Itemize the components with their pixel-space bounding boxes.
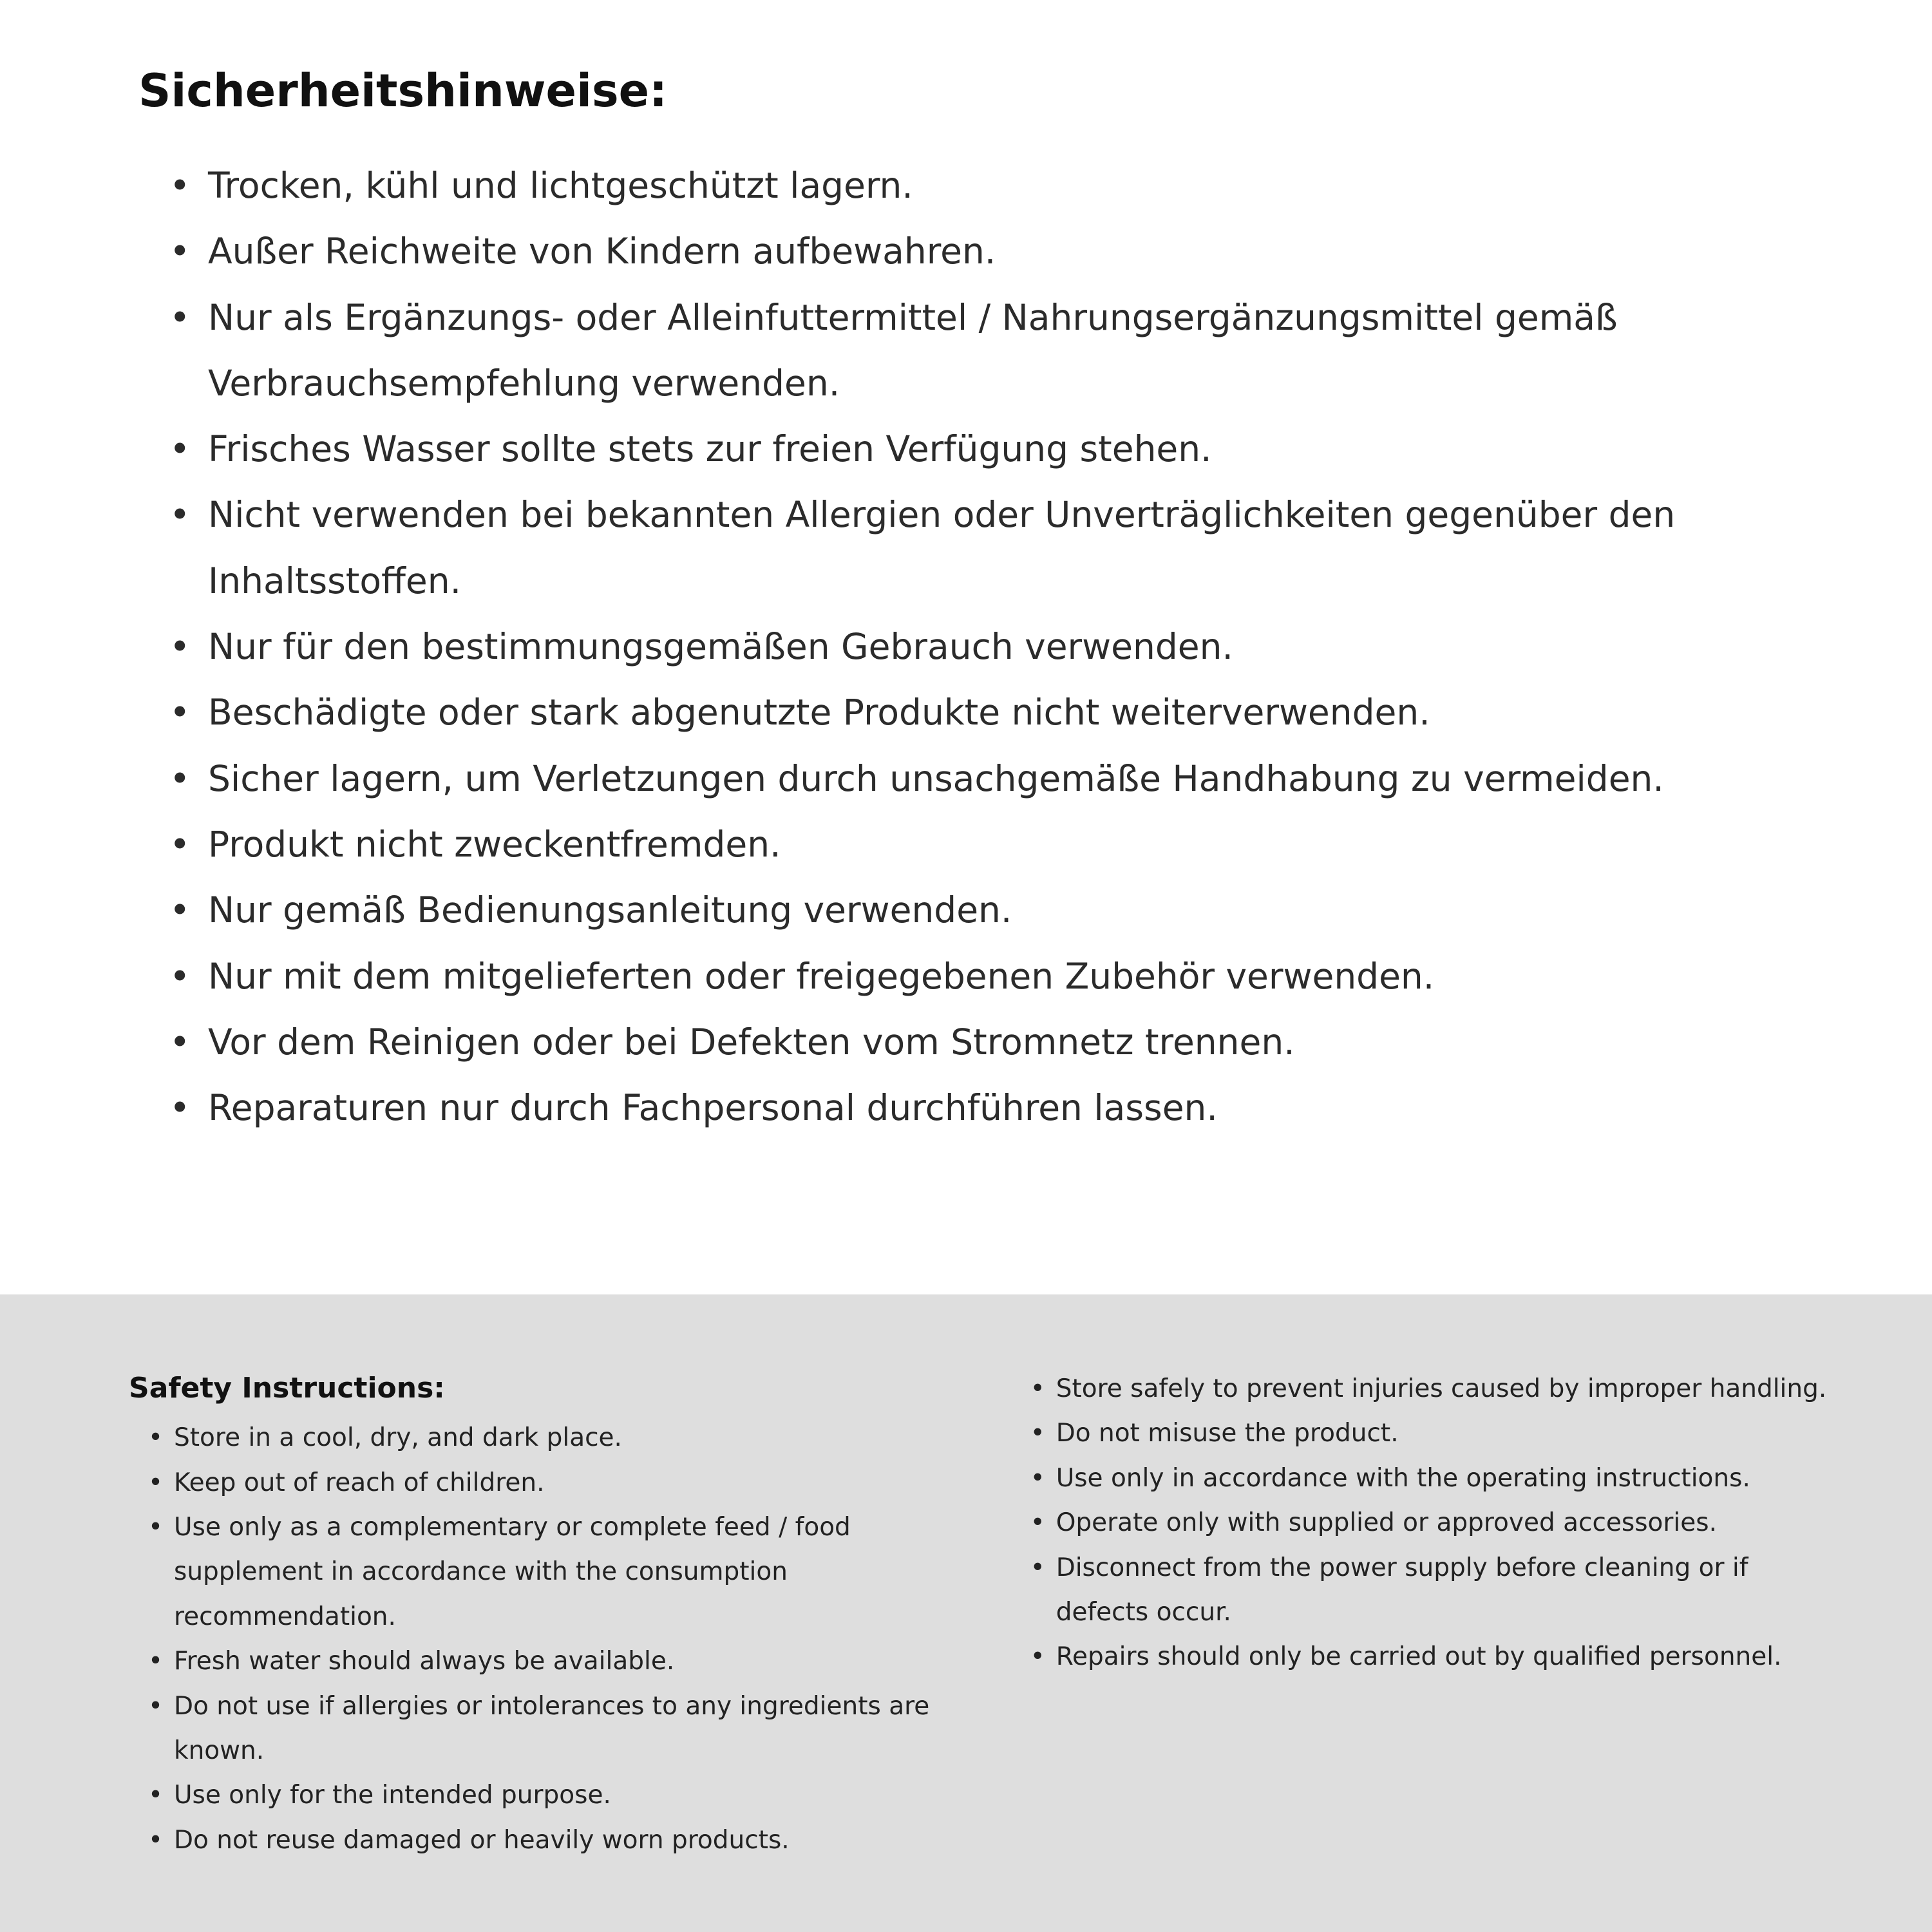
bullet-marker: • bbox=[1030, 1642, 1045, 1672]
english-heading: Safety Instructions: bbox=[129, 1372, 445, 1405]
english-safety-item bbox=[148, 1773, 985, 1817]
english-safety-item-text: Store safely to prevent injuries caused by improper handling. bbox=[1056, 1374, 1827, 1403]
german-safety-item-text: Sicher lagern, um Verletzungen durch unsachgemäße Handhabung zu vermeiden. bbox=[208, 757, 1664, 799]
german-safety-item-text: Nur für den bestimmungsgemäßen Gebrauch verwenden. bbox=[208, 626, 1233, 668]
german-safety-list bbox=[138, 153, 1761, 1141]
german-safety-item bbox=[169, 416, 1761, 482]
bullet-marker: • bbox=[169, 428, 191, 470]
german-safety-item bbox=[169, 482, 1761, 614]
bullet-marker: • bbox=[1030, 1463, 1045, 1493]
bullet-marker: • bbox=[1030, 1553, 1045, 1582]
german-safety-item-text: Vor dem Reinigen oder bei Defekten vom Stromnetz trennen. bbox=[208, 1021, 1295, 1063]
bullet-marker: • bbox=[169, 626, 191, 668]
english-safety-item bbox=[148, 1416, 985, 1460]
english-left-column bbox=[129, 1367, 985, 1862]
bullet-marker: • bbox=[148, 1691, 164, 1721]
bullet-marker: • bbox=[169, 1087, 191, 1129]
german-safety-item-text: Nur gemäß Bedienungsanleitung verwenden. bbox=[208, 889, 1012, 931]
german-heading: Sicherheitshinweise: bbox=[138, 64, 668, 117]
german-safety-item bbox=[169, 1009, 1761, 1075]
german-safety-item-text: Nur als Ergänzungs- oder Alleinfuttermittel / Nahrungsergänzungsmittel gemäß Verbrauchsempfehlung verwenden. bbox=[208, 296, 1618, 404]
german-safety-item-text: Produkt nicht zweckentfremden. bbox=[208, 823, 781, 865]
german-safety-item bbox=[169, 811, 1761, 877]
bullet-marker: • bbox=[169, 231, 191, 272]
english-safety-item bbox=[148, 1639, 985, 1683]
bullet-marker: • bbox=[169, 889, 191, 931]
english-safety-item bbox=[1030, 1634, 1835, 1679]
english-safety-item-text: Disconnect from the power supply before cleaning or if defects occur. bbox=[1056, 1553, 1748, 1627]
german-safety-item-text: Reparaturen nur durch Fachpersonal durchführen lassen. bbox=[208, 1087, 1218, 1129]
german-safety-item-text: Frisches Wasser sollte stets zur freien Verfügung stehen. bbox=[208, 428, 1212, 470]
english-safety-item-text: Do not misuse the product. bbox=[1056, 1419, 1399, 1448]
english-safety-item-text: Store in a cool, dry, and dark place. bbox=[174, 1423, 622, 1453]
bullet-marker: • bbox=[1030, 1374, 1045, 1403]
german-safety-item bbox=[169, 614, 1761, 679]
german-safety-item bbox=[169, 153, 1761, 218]
german-safety-item-text: Nicht verwenden bei bekannten Allergien oder Unverträglichkeiten gegenüber den Inhaltsstoffen. bbox=[208, 494, 1676, 601]
bullet-marker: • bbox=[169, 494, 191, 536]
english-safety-item bbox=[1030, 1546, 1835, 1635]
english-safety-item bbox=[1030, 1411, 1835, 1455]
bullet-marker: • bbox=[169, 955, 191, 997]
english-safety-item-text: Do not reuse damaged or heavily worn products. bbox=[174, 1825, 790, 1855]
bullet-marker: • bbox=[148, 1513, 164, 1542]
english-safety-item-text: Do not use if allergies or intolerances to any ingredients are known. bbox=[174, 1691, 930, 1766]
english-safety-item bbox=[1030, 1456, 1835, 1501]
bullet-marker: • bbox=[169, 1021, 191, 1063]
english-safety-item bbox=[148, 1461, 985, 1505]
bullet-marker: • bbox=[148, 1825, 164, 1855]
english-safety-item bbox=[148, 1505, 985, 1639]
bullet-marker: • bbox=[1030, 1419, 1045, 1448]
german-safety-item bbox=[169, 943, 1761, 1009]
bullet-marker: • bbox=[169, 692, 191, 734]
german-safety-item bbox=[169, 218, 1761, 284]
bullet-marker: • bbox=[148, 1781, 164, 1810]
english-safety-item-text: Keep out of reach of children. bbox=[174, 1468, 545, 1497]
english-safety-item-text: Fresh water should always be available. bbox=[174, 1647, 675, 1676]
english-safety-list-right bbox=[1030, 1367, 1835, 1680]
english-safety-item-text: Use only as a complementary or complete feed / food supplement in accordance with the consumption recommendation. bbox=[174, 1513, 851, 1631]
english-right-column bbox=[1030, 1367, 1835, 1680]
english-safety-item bbox=[1030, 1501, 1835, 1545]
bullet-marker: • bbox=[148, 1423, 164, 1453]
bullet-marker: • bbox=[148, 1647, 164, 1676]
english-safety-item bbox=[148, 1818, 985, 1862]
english-safety-list-left bbox=[129, 1416, 985, 1862]
bullet-marker: • bbox=[1030, 1508, 1045, 1538]
bullet-marker: • bbox=[169, 296, 191, 338]
bullet-marker: • bbox=[169, 165, 191, 206]
german-safety-item bbox=[169, 285, 1761, 417]
bullet-marker: • bbox=[169, 823, 191, 865]
german-safety-item bbox=[169, 877, 1761, 943]
english-safety-item bbox=[148, 1684, 985, 1774]
bullet-marker: • bbox=[169, 757, 191, 799]
english-safety-item-text: Use only for the intended purpose. bbox=[174, 1781, 611, 1810]
english-safety-section bbox=[0, 1294, 1932, 1932]
english-safety-item-text: Operate only with supplied or approved accessories. bbox=[1056, 1508, 1717, 1538]
english-safety-item bbox=[1030, 1367, 1835, 1411]
german-safety-item-text: Beschädigte oder stark abgenutzte Produkte nicht weiterverwenden. bbox=[208, 692, 1430, 734]
bullet-marker: • bbox=[148, 1468, 164, 1497]
german-safety-item-text: Nur mit dem mitgelieferten oder freigegebenen Zubehör verwenden. bbox=[208, 955, 1435, 997]
german-safety-item bbox=[169, 679, 1761, 745]
german-safety-item-text: Außer Reichweite von Kindern aufbewahren. bbox=[208, 231, 996, 272]
german-safety-item bbox=[169, 746, 1761, 811]
english-safety-item-text: Use only in accordance with the operating instructions. bbox=[1056, 1463, 1750, 1493]
german-safety-item bbox=[169, 1075, 1761, 1141]
german-safety-item-text: Trocken, kühl und lichtgeschützt lagern. bbox=[208, 165, 913, 206]
english-safety-item-text: Repairs should only be carried out by qualified personnel. bbox=[1056, 1642, 1782, 1672]
